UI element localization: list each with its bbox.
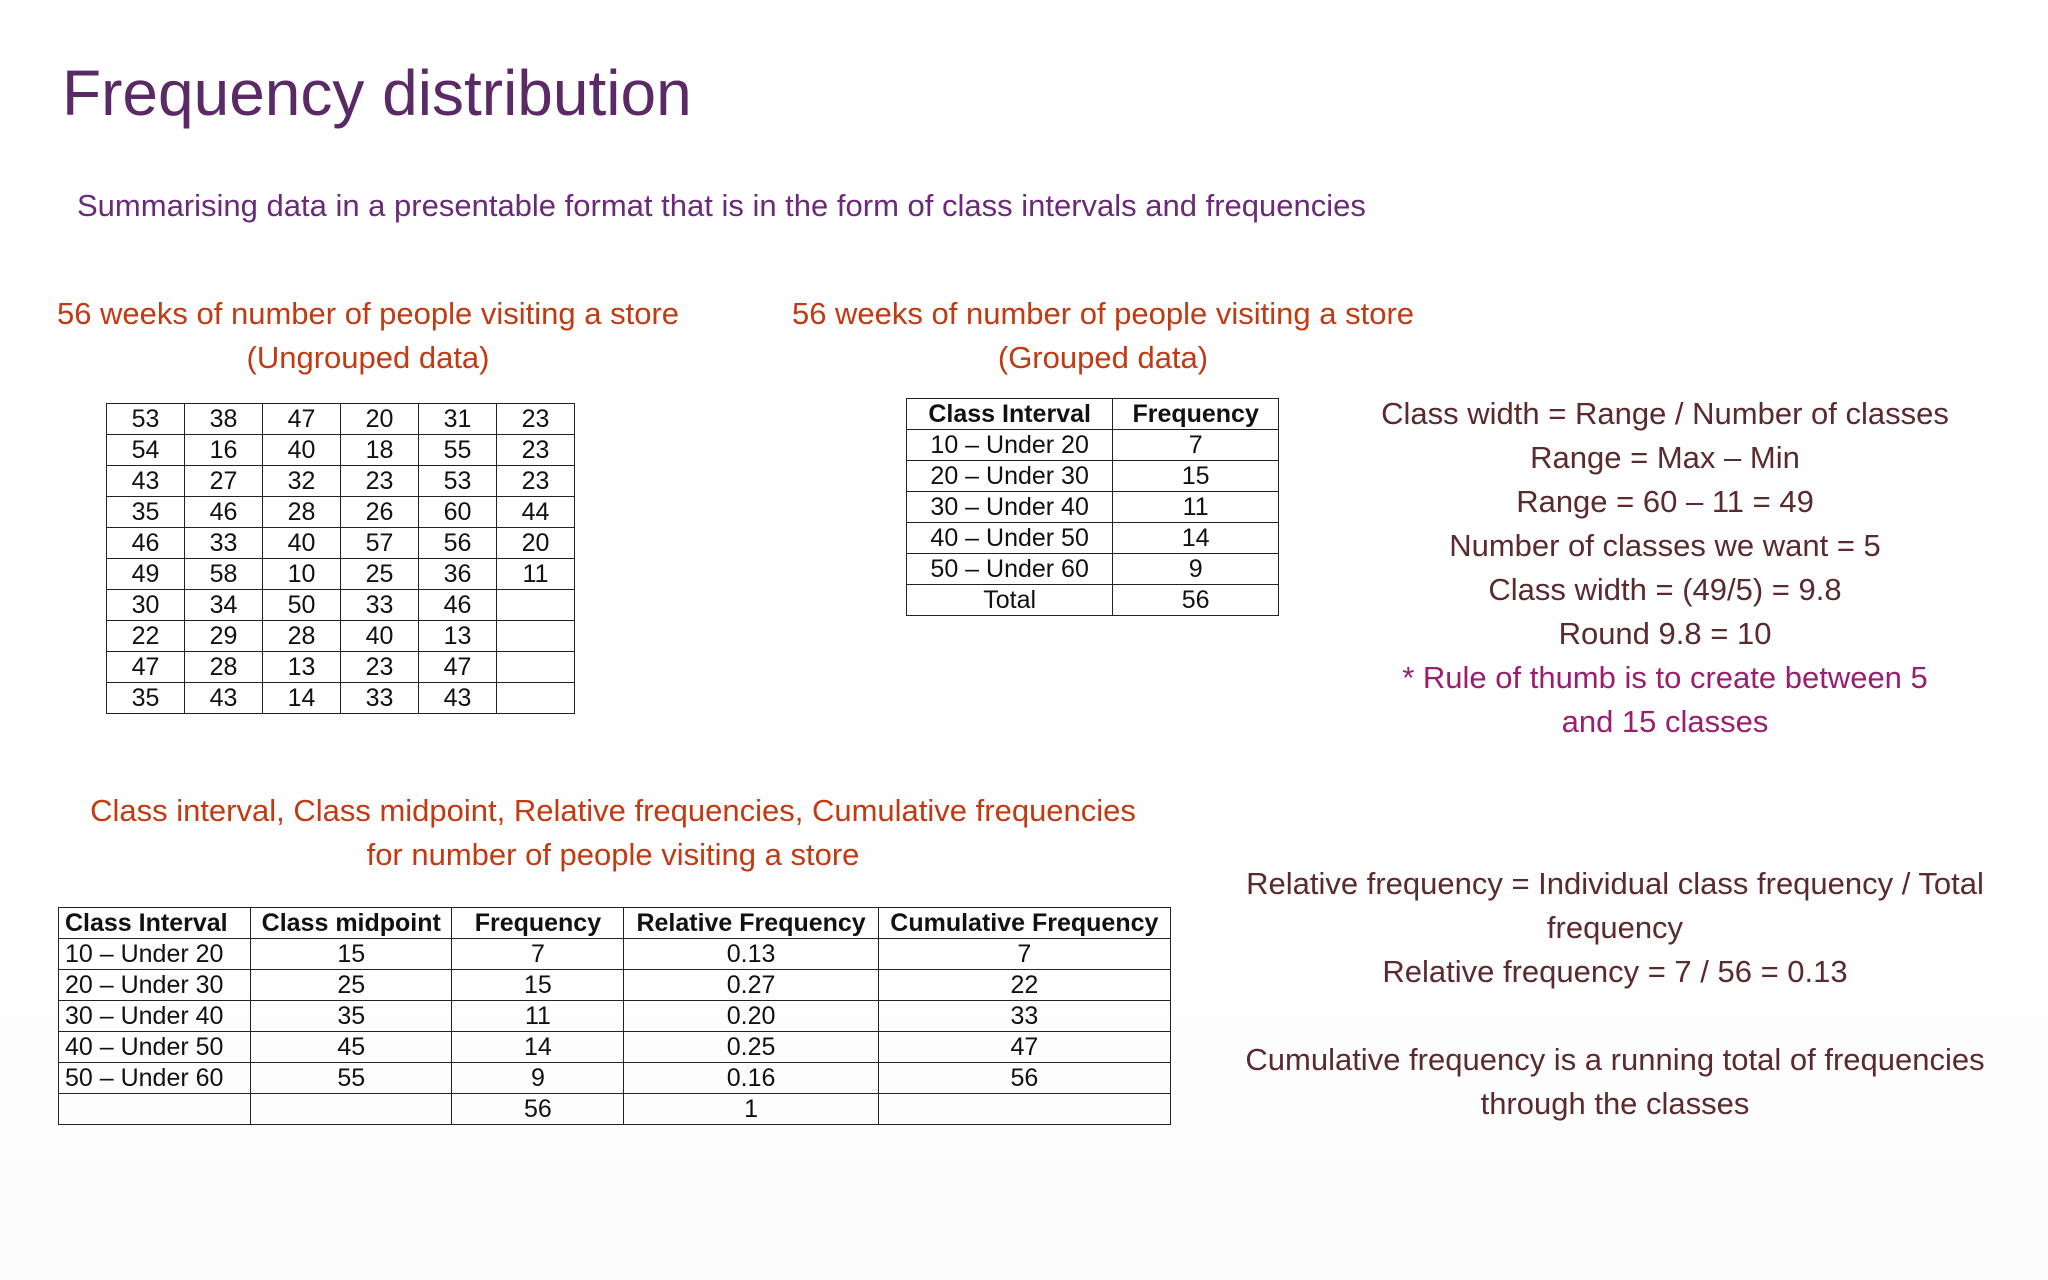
table-cell: 11 [497,559,575,590]
rule-of-thumb-line2: and 15 classes [1561,704,1769,739]
table-cell: 33 [341,683,419,714]
table-cell: 54 [107,435,185,466]
table-row [907,492,1279,523]
frequency-distribution-table [58,907,1171,1125]
table-cell: 1 [624,1094,878,1125]
table-cell: 30 – Under 40 [907,492,1113,523]
table-cell [59,1094,251,1125]
table-cell: 46 [107,528,185,559]
table-row [907,430,1279,461]
note-line: Range = Max – Min [1530,440,1800,475]
dist-header-frequency: Frequency [452,908,624,939]
dist-header-cumulative-frequency: Cumulative Frequency [878,908,1170,939]
note-line [1220,994,2010,1038]
table-row [907,585,1279,616]
ungrouped-caption [42,292,694,380]
table-cell: 35 [107,497,185,528]
table-row [59,1094,1171,1125]
table-cell: 35 [251,1001,452,1032]
note-line: Range = 60 – 11 = 49 [1516,484,1814,519]
table-cell: 14 [1113,523,1279,554]
table-row [59,1063,1171,1094]
table-cell: 28 [263,497,341,528]
table-row [107,497,575,528]
distribution-caption-line2: for number of people visiting a store [366,837,860,872]
table-cell: 33 [185,528,263,559]
table-cell [497,590,575,621]
table-cell: 20 [497,528,575,559]
table-cell: 58 [185,559,263,590]
class-width-notes [1340,392,1990,744]
table-cell: 0.16 [624,1063,878,1094]
dist-header-relative-frequency: Relative Frequency [624,908,878,939]
grouped-caption [773,292,1433,380]
distribution-caption [80,789,1146,877]
table-cell: 14 [452,1032,624,1063]
table-cell: 56 [419,528,497,559]
table-row [907,461,1279,492]
table-cell: 47 [263,404,341,435]
table-cell: 47 [419,652,497,683]
table-cell: 22 [107,621,185,652]
table-cell: 53 [419,466,497,497]
table-cell: 40 – Under 50 [59,1032,251,1063]
table-cell: 40 [341,621,419,652]
table-cell: 60 [419,497,497,528]
table-cell: 33 [341,590,419,621]
table-cell: 10 [263,559,341,590]
table-cell: 50 [263,590,341,621]
grouped-caption-line1: 56 weeks of number of people visiting a store [791,296,1415,331]
table-row [59,1032,1171,1063]
table-cell: 10 – Under 20 [907,430,1113,461]
note-line: Cumulative frequency is a running total of frequencies [1245,1042,1985,1077]
table-cell: 16 [185,435,263,466]
table-cell: 31 [419,404,497,435]
table-cell: 20 – Under 30 [59,970,251,1001]
table-cell: 23 [341,652,419,683]
table-cell: 43 [107,466,185,497]
table-cell: 47 [878,1032,1170,1063]
note-line: Class width = (49/5) = 9.8 [1488,572,1842,607]
rule-of-thumb-line1: * Rule of thumb is to create between 5 [1402,660,1928,695]
table-cell: 27 [185,466,263,497]
table-cell: 20 – Under 30 [907,461,1113,492]
table-cell: Total [907,585,1113,616]
table-cell: 49 [107,559,185,590]
page-title: Frequency distribution [62,57,692,129]
table-cell: 23 [341,466,419,497]
table-cell: 30 [107,590,185,621]
table-cell: 28 [185,652,263,683]
ungrouped-data-table [106,403,575,714]
table-cell: 46 [419,590,497,621]
table-cell: 46 [185,497,263,528]
dist-header-class-midpoint: Class midpoint [251,908,452,939]
table-cell: 36 [419,559,497,590]
table-cell: 9 [1113,554,1279,585]
table-cell: 35 [107,683,185,714]
table-cell: 33 [878,1001,1170,1032]
table-cell: 7 [1113,430,1279,461]
table-row [59,970,1171,1001]
table-row [59,1001,1171,1032]
table-cell: 11 [452,1001,624,1032]
table-row [107,559,575,590]
table-row [107,435,575,466]
table-cell: 56 [878,1063,1170,1094]
table-row [59,939,1171,970]
table-cell [497,621,575,652]
table-row [107,590,575,621]
table-cell: 55 [419,435,497,466]
table-cell: 40 [263,528,341,559]
table-cell: 34 [185,590,263,621]
ungrouped-caption-line1: 56 weeks of number of people visiting a store [56,296,680,331]
table-row [107,528,575,559]
table-cell: 44 [497,497,575,528]
table-cell: 43 [419,683,497,714]
distribution-caption-line1: Class interval, Class midpoint, Relative frequencies, Cumulative frequencies [90,793,1136,828]
table-cell: 15 [452,970,624,1001]
grouped-caption-line2: (Grouped data) [997,340,1209,375]
note-line: Round 9.8 = 10 [1558,616,1772,651]
note-line: Relative frequency = 7 / 56 = 0.13 [1382,954,1848,989]
dist-header-class-interval: Class Interval [59,908,251,939]
grouped-header-class-interval: Class Interval [907,399,1113,430]
table-row [107,466,575,497]
table-cell: 11 [1113,492,1279,523]
table-cell: 23 [497,466,575,497]
table-cell: 50 – Under 60 [907,554,1113,585]
grouped-header-frequency: Frequency [1113,399,1279,430]
table-cell: 15 [1113,461,1279,492]
table-cell: 20 [341,404,419,435]
table-cell: 28 [263,621,341,652]
note-line: Number of classes we want = 5 [1449,528,1881,563]
table-cell: 53 [107,404,185,435]
table-cell: 57 [341,528,419,559]
table-cell: 29 [185,621,263,652]
table-cell: 26 [341,497,419,528]
table-cell: 0.20 [624,1001,878,1032]
table-cell: 13 [419,621,497,652]
table-cell: 10 – Under 20 [59,939,251,970]
table-cell: 25 [251,970,452,1001]
grouped-data-table [906,398,1279,616]
page-subtitle: Summarising data in a presentable format that is in the form of class intervals and frequencies [77,188,1366,223]
table-cell: 13 [263,652,341,683]
table-row [107,652,575,683]
table-row [907,554,1279,585]
table-cell: 7 [452,939,624,970]
table-cell: 56 [452,1094,624,1125]
table-cell: 7 [878,939,1170,970]
table-cell [878,1094,1170,1125]
table-row [907,523,1279,554]
note-line: through the classes [1480,1086,1750,1121]
table-cell [497,683,575,714]
table-cell: 30 – Under 40 [59,1001,251,1032]
relative-frequency-notes [1220,862,2010,1126]
table-cell: 25 [341,559,419,590]
note-line: frequency [1546,910,1684,945]
table-cell: 0.13 [624,939,878,970]
table-cell: 47 [107,652,185,683]
table-cell: 55 [251,1063,452,1094]
table-cell [497,652,575,683]
table-cell: 18 [341,435,419,466]
table-cell: 15 [251,939,452,970]
table-cell: 22 [878,970,1170,1001]
table-cell: 50 – Under 60 [59,1063,251,1094]
table-cell: 32 [263,466,341,497]
note-line: Class width = Range / Number of classes [1381,396,1949,431]
table-cell: 43 [185,683,263,714]
table-cell: 23 [497,435,575,466]
ungrouped-caption-line2: (Ungrouped data) [246,340,490,375]
table-cell: 0.25 [624,1032,878,1063]
table-cell: 40 [263,435,341,466]
table-cell: 45 [251,1032,452,1063]
note-line: Relative frequency = Individual class frequency / Total [1246,866,1984,901]
table-row [107,683,575,714]
table-cell: 23 [497,404,575,435]
table-cell [251,1094,452,1125]
table-row [107,621,575,652]
table-cell: 14 [263,683,341,714]
table-cell: 0.27 [624,970,878,1001]
table-cell: 38 [185,404,263,435]
table-row [107,404,575,435]
table-cell: 56 [1113,585,1279,616]
table-cell: 9 [452,1063,624,1094]
table-cell: 40 – Under 50 [907,523,1113,554]
